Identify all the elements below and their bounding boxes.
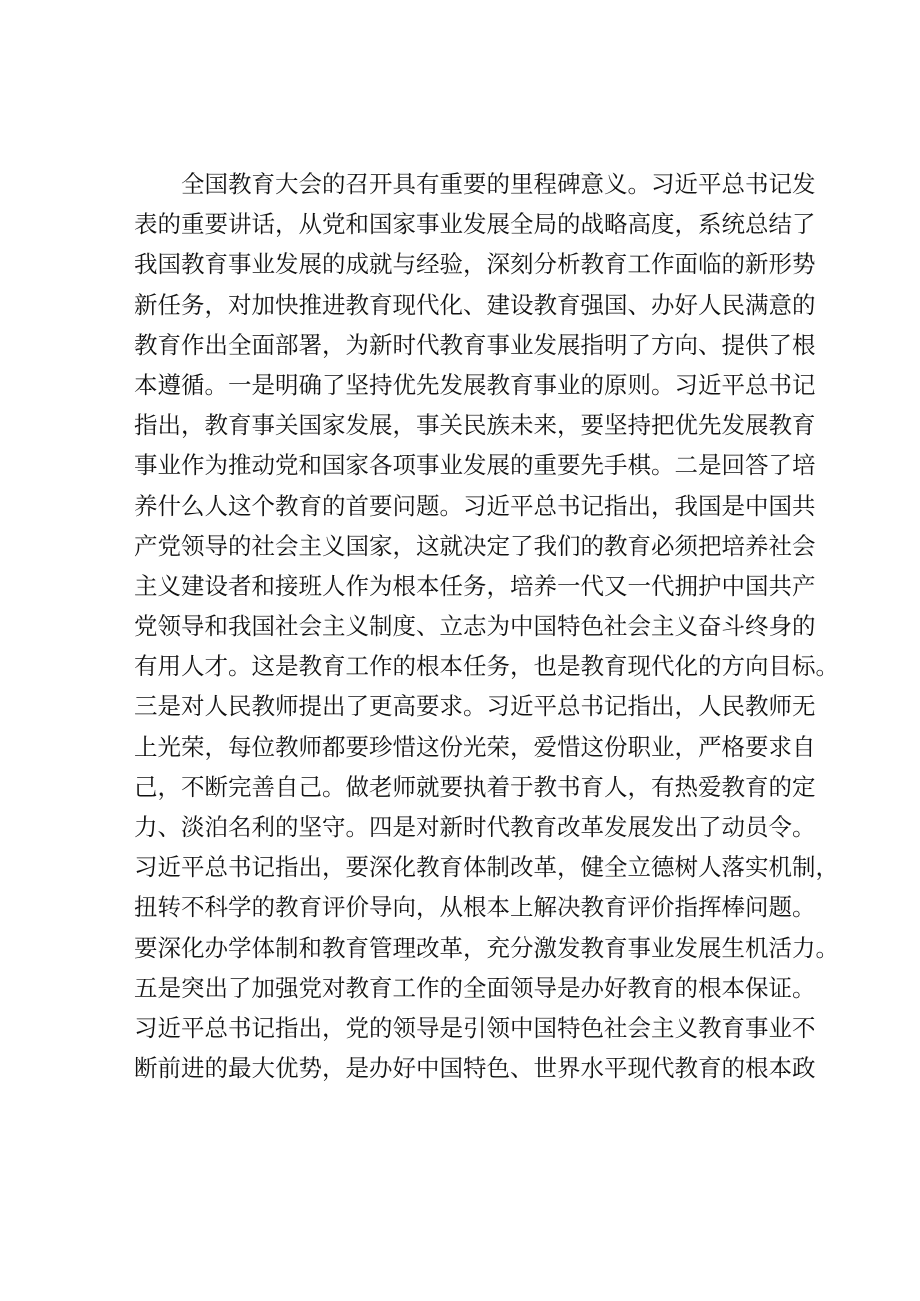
text-line: 扭转不科学的教育评价导向，从根本上解决教育评价指挥棒问题。	[134, 893, 816, 922]
body-paragraph	[134, 164, 839, 1088]
text-line: 主义建设者和接班人作为根本任务，培养一代又一代拥护中国共产	[134, 571, 816, 600]
text-line: 本遵循。一是明确了坚持优先发展教育事业的原则。习近平总书记	[134, 370, 816, 399]
text-line: 新任务，对加快推进教育现代化、建设教育强国、办好人民满意的	[134, 290, 816, 319]
text-line: 断前进的最大优势，是办好中国特色、世界水平现代教育的根本政	[134, 1054, 816, 1083]
text-line: 产党领导的社会主义国家，这就决定了我们的教育必须把培养社会	[134, 531, 816, 560]
text-line: 习近平总书记指出，党的领导是引领中国特色社会主义教育事业不	[134, 1013, 816, 1042]
text-line: 教育作出全面部署，为新时代教育事业发展指明了方向、提供了根	[134, 330, 816, 359]
text-line: 习近平总书记指出，要深化教育体制改革，健全立德树人落实机制，	[134, 853, 839, 882]
text-line: 己，不断完善自己。做老师就要执着于教书育人，有热爱教育的定	[134, 772, 816, 801]
text-line: 党领导和我国社会主义制度、立志为中国特色社会主义奋斗终身的	[134, 612, 816, 641]
text-line: 指出，教育事关国家发展，事关民族未来，要坚持把优先发展教育	[134, 411, 816, 440]
text-line: 养什么人这个教育的首要问题。习近平总书记指出，我国是中国共	[134, 491, 816, 520]
text-line: 事业作为推动党和国家各项事业发展的重要先手棋。二是回答了培	[134, 451, 816, 480]
text-line: 三是对人民教师提出了更高要求。习近平总书记指出，人民教师无	[134, 692, 816, 721]
text-line: 要深化办学体制和教育管理改革，充分激发教育事业发展生机活力。	[134, 933, 839, 962]
text-line: 力、淡泊名利的坚守。四是对新时代教育改革发展发出了动员令。	[134, 813, 816, 841]
text-line: 五是突出了加强党对教育工作的全面领导是办好教育的根本保证。	[134, 973, 816, 1002]
text-line: 我国教育事业发展的成就与经验，深刻分析教育工作面临的新形势	[134, 250, 816, 279]
text-line: 上光荣，每位教师都要珍惜这份光荣，爱惜这份职业，严格要求自	[134, 732, 816, 761]
text-line: 全国教育大会的召开具有重要的里程碑意义。习近平总书记发	[181, 170, 816, 198]
text-line: 表的重要讲话，从党和国家事业发展全局的战略高度，系统总结了	[134, 210, 816, 239]
text-line: 有用人才。这是教育工作的根本任务，也是教育现代化的方向目标。	[134, 652, 839, 681]
